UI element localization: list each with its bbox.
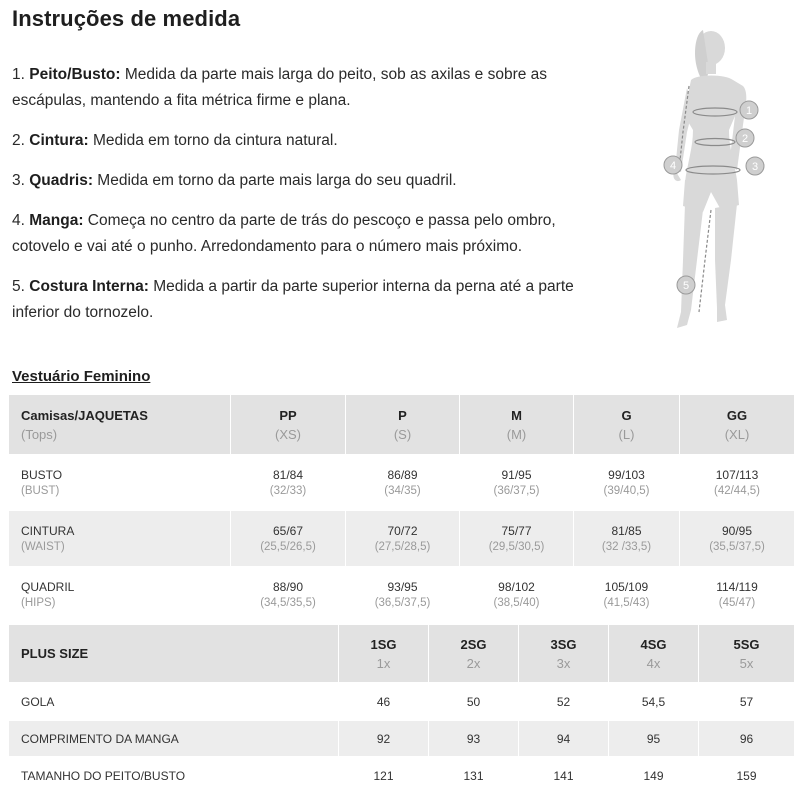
cell-value: 93/95 — [387, 580, 418, 594]
cell-value-inches: (27,5/28,5) — [374, 541, 431, 553]
instruction-number: 4. — [12, 212, 25, 229]
womens-size-table — [8, 394, 795, 623]
row-label-cell — [9, 511, 231, 567]
table-cell — [680, 511, 795, 567]
cell-value-inches: (35,5/37,5) — [709, 541, 765, 553]
row-label-sub: (BUST) — [21, 485, 60, 497]
header-label: Camisas/JAQUETAS — [21, 407, 148, 423]
cell-value-inches: (38,5/40) — [493, 597, 540, 609]
size-main: 1SG — [370, 636, 397, 652]
cell-value-inches: (45/47) — [718, 597, 756, 609]
table-row-waist — [9, 511, 795, 567]
cell-value-inches: (36/37,5) — [493, 485, 540, 497]
cell-value: 88/90 — [272, 580, 304, 594]
plus-size-table — [8, 624, 795, 795]
row-label: BUSTO — [21, 468, 63, 482]
table-cell — [346, 455, 460, 511]
size-sub: 3x — [556, 655, 571, 671]
cell-value: 99/103 — [608, 468, 645, 482]
cell-value-inches: (32 /33,5) — [601, 541, 652, 553]
table-cell: 93 — [429, 721, 519, 757]
cell-value-inches: (34/35) — [384, 485, 421, 497]
cell-value-inches: (39/40,5) — [603, 485, 650, 497]
size-header-p — [346, 395, 460, 455]
instruction-number: 5. — [12, 278, 25, 295]
marker-4: 4 — [669, 160, 677, 172]
instruction-term: Peito/Busto: — [29, 66, 121, 83]
instruction-inseam — [12, 274, 612, 326]
table-cell: 94 — [519, 721, 609, 757]
size-sub: (L) — [618, 426, 635, 442]
instruction-bust — [12, 62, 612, 114]
size-header-4sg — [609, 625, 699, 683]
size-sub: (S) — [393, 426, 412, 442]
size-sub: 5x — [739, 655, 754, 671]
size-header-g — [574, 395, 680, 455]
table-cell: 159 — [699, 757, 795, 795]
instruction-hips — [12, 168, 612, 194]
cell-value: 81/84 — [272, 468, 304, 482]
cell-value-inches: (34,5/35,5) — [260, 597, 316, 609]
row-label: TAMANHO DO PEITO/BUSTO — [9, 757, 339, 795]
size-sub: 2x — [466, 655, 481, 671]
size-sub: 1x — [376, 655, 391, 671]
table-cell: 149 — [609, 757, 699, 795]
cell-value: 91/95 — [501, 468, 532, 482]
instruction-number: 2. — [12, 132, 25, 149]
instruction-text: Medida da parte mais larga do peito, sob as axilas e sobre as escápulas, mantendo a fita métrica firme e plana. — [12, 66, 548, 109]
table-cell: 54,5 — [609, 683, 699, 721]
table-cell: 50 — [429, 683, 519, 721]
row-label: QUADRIL — [21, 580, 75, 594]
table-cell: 131 — [429, 757, 519, 795]
body-measurement-figure — [625, 20, 785, 340]
cell-value: 86/89 — [387, 468, 418, 482]
cell-value: 75/77 — [501, 524, 532, 538]
marker-2: 2 — [741, 133, 749, 145]
instruction-term: Manga: — [29, 212, 84, 229]
table-cell — [231, 511, 346, 567]
table-cell: 92 — [339, 721, 429, 757]
cell-value: 70/72 — [387, 524, 418, 538]
size-sub: (XS) — [275, 426, 301, 442]
instruction-text: Medida a partir da parte superior interna da perna até a parte inferior do tornozelo. — [12, 278, 574, 321]
row-label: GOLA — [9, 683, 339, 721]
instruction-text: Medida em torno da cintura natural. — [88, 132, 338, 149]
table-cell — [574, 455, 680, 511]
plus-size-label: PLUS SIZE — [9, 625, 339, 683]
instructions-list — [12, 62, 612, 340]
size-header-m — [460, 395, 574, 455]
cell-value-inches: (32/33) — [269, 485, 307, 497]
table-cell: 121 — [339, 757, 429, 795]
table-cell: 52 — [519, 683, 609, 721]
size-main: 4SG — [640, 636, 667, 652]
instruction-term: Quadris: — [29, 172, 93, 189]
table-cell — [680, 455, 795, 511]
instruction-sleeve — [12, 208, 612, 260]
table-cell — [231, 455, 346, 511]
size-main: 5SG — [733, 636, 760, 652]
size-main: G — [621, 407, 632, 423]
instruction-term: Costura Interna: — [29, 278, 149, 295]
cell-value: 98/102 — [498, 580, 535, 594]
row-label: COMPRIMENTO DA MANGA — [9, 721, 339, 757]
header-label-sub: (Tops) — [21, 426, 58, 442]
size-main: GG — [726, 407, 748, 423]
cell-value: 105/109 — [604, 580, 649, 594]
table-cell — [460, 511, 574, 567]
size-sub: (XL) — [724, 426, 750, 442]
table-cell — [231, 567, 346, 623]
row-label-cell — [9, 455, 231, 511]
size-main: PP — [279, 407, 297, 423]
table-cell — [460, 455, 574, 511]
row-label: CINTURA — [21, 524, 75, 538]
cell-value: 81/85 — [611, 524, 642, 538]
cell-value-inches: (25,5/26,5) — [260, 541, 316, 553]
table-cell: 46 — [339, 683, 429, 721]
table-cell: 57 — [699, 683, 795, 721]
row-label-sub: (HIPS) — [21, 597, 56, 609]
cell-value-inches: (36,5/37,5) — [374, 597, 431, 609]
size-header-pp — [231, 395, 346, 455]
size-sub: 4x — [646, 655, 661, 671]
size-main: 3SG — [550, 636, 577, 652]
instruction-number: 3. — [12, 172, 25, 189]
size-main: P — [398, 407, 407, 423]
table-cell: 141 — [519, 757, 609, 795]
marker-1: 1 — [745, 105, 753, 117]
table-row-collar — [9, 683, 795, 721]
table-cell — [460, 567, 574, 623]
table-row-bust — [9, 455, 795, 511]
instruction-text: Começa no centro da parte de trás do pescoço e passa pelo ombro, cotovelo e vai até o punho. Arredondamento para o número mais próximo. — [12, 212, 556, 255]
cell-value: 90/95 — [721, 524, 753, 538]
table-cell: 96 — [699, 721, 795, 757]
cell-value-inches: (41,5/43) — [603, 597, 650, 609]
cell-value: 114/119 — [716, 580, 758, 594]
table-cell — [574, 511, 680, 567]
size-main: 2SG — [460, 636, 487, 652]
page-title: Instruções de medida — [12, 6, 241, 31]
table-cell — [346, 567, 460, 623]
size-sub: (M) — [506, 426, 527, 442]
table-row-sleeve-length — [9, 721, 795, 757]
size-header-gg — [680, 395, 795, 455]
cell-value-inches: (29,5/30,5) — [488, 541, 545, 553]
plus-header-row — [9, 625, 795, 683]
table-cell: 95 — [609, 721, 699, 757]
cell-value-inches: (42/44,5) — [713, 485, 761, 497]
cell-value: 65/67 — [272, 524, 304, 538]
instruction-waist — [12, 128, 612, 154]
table-cell — [574, 567, 680, 623]
instruction-text: Medida em torno da parte mais larga do seu quadril. — [92, 172, 457, 189]
cell-value: 107/113 — [715, 468, 759, 482]
row-label-cell — [9, 567, 231, 623]
table-cell — [346, 511, 460, 567]
instruction-term: Cintura: — [29, 132, 89, 149]
table-row-hips — [9, 567, 795, 623]
size-header-1sg — [339, 625, 429, 683]
size-header-3sg — [519, 625, 609, 683]
marker-3: 3 — [751, 161, 759, 173]
table-header-row — [9, 395, 795, 455]
instruction-number: 1. — [12, 66, 25, 83]
marker-5: 5 — [682, 280, 690, 292]
row-label-sub: (WAIST) — [21, 541, 65, 553]
table-row-chest-size — [9, 757, 795, 795]
header-label-cell — [9, 395, 231, 455]
section-title: Vestuário Feminino — [12, 368, 151, 385]
table-cell — [680, 567, 795, 623]
size-header-5sg — [699, 625, 795, 683]
size-main: M — [511, 407, 522, 423]
size-header-2sg — [429, 625, 519, 683]
